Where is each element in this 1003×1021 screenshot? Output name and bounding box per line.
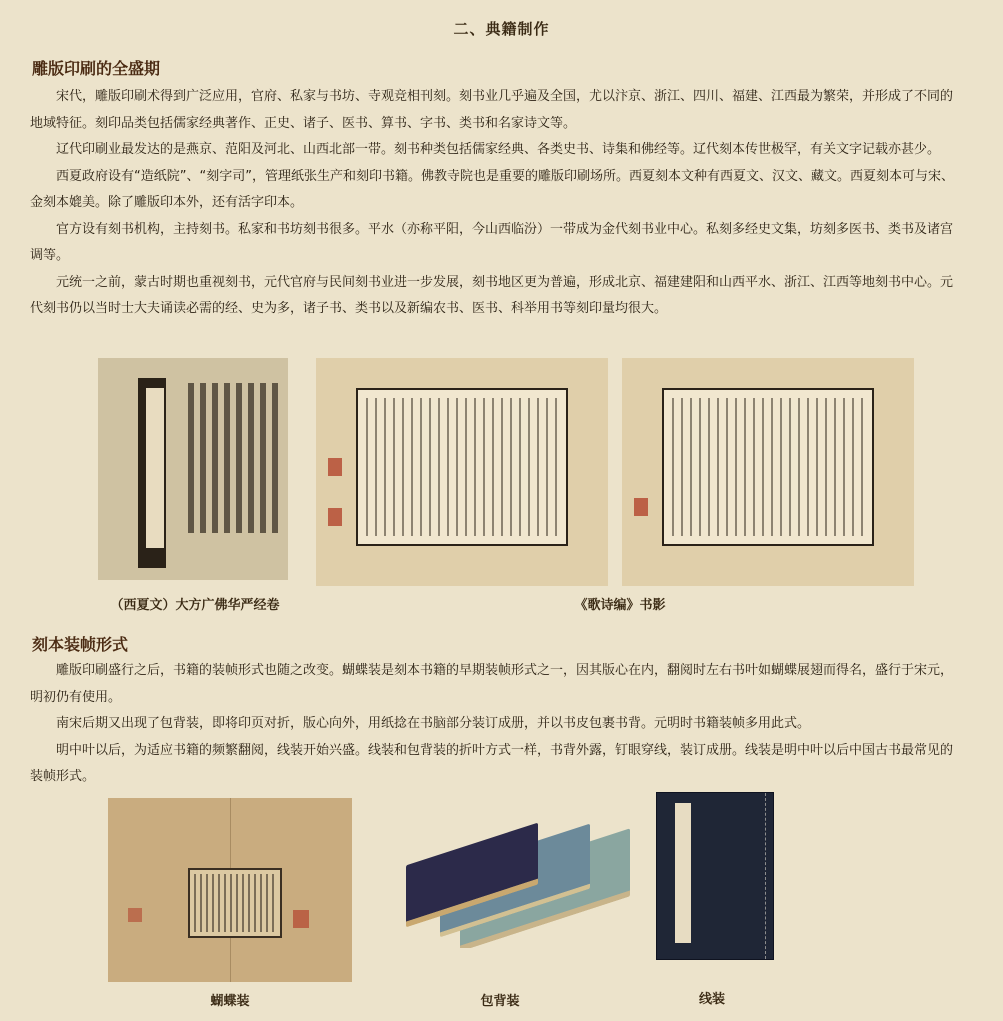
- poem-page-image-1: [316, 358, 608, 586]
- seal-stamp: [293, 910, 309, 928]
- seal-stamp: [328, 508, 342, 526]
- section-heading-woodblock: 雕版印刷的全盛期: [32, 59, 161, 78]
- seal-stamp: [634, 498, 648, 516]
- xixia-scroll-image: [98, 358, 288, 580]
- printed-block: [188, 868, 282, 938]
- caption-wrapback: 包背装: [480, 994, 520, 1009]
- text-columns: [366, 398, 558, 536]
- text-columns: [672, 398, 864, 536]
- paragraph: 明中叶以后，为适应书籍的频繁翻阅，线装开始兴盛。线装和包背装的折叶方式一样，书背外露，钉眼穿线，装订成册。线装是明中叶以后中国古书最常见的装帧形式。: [30, 742, 954, 784]
- printed-page: [662, 388, 874, 546]
- seal-stamp: [328, 458, 342, 476]
- book-stitching: [765, 793, 767, 959]
- caption-threadbound: 线装: [698, 992, 725, 1007]
- section-heading-binding: 刻本装帧形式: [32, 635, 129, 654]
- book-title-strip: [675, 803, 691, 943]
- paragraph: 雕版印刷盛行之后，书籍的装帧形式也随之改变。蝴蝶装是刻本书籍的早期装帧形式之一，因其版心在内，翻阅时左右书叶如蝴蝶展翅而得名，盛行于宋元，明初仍有使用。: [30, 663, 954, 705]
- printed-page: [356, 388, 568, 546]
- paragraph: 南宋后期又出现了包背装，即将印页对折，版心向外，用纸捻在书脑部分装订成册，并以书皮包裹书背。元明时书籍装帧多用此式。: [56, 716, 811, 731]
- caption-scroll: （西夏文）大方广佛华严经卷: [110, 598, 280, 613]
- section1-body: [30, 84, 960, 323]
- paragraph: 官方设有刻书机构，主持刻书。私家和书坊刻书很多。平水（亦称平阳，今山西临汾）一带成为金代刻书业中心。私刻多经史文集，坊刻多医书、类书及诸宫调等。: [30, 221, 954, 263]
- caption-butterfly: 蝴蝶装: [210, 994, 250, 1009]
- section2-body: [30, 658, 960, 791]
- paragraph: 元统一之前，蒙古时期也重视刻书，元代官府与民间刻书业进一步发展，刻书地区更为普遍，形成北京、福建建阳和山西平水、浙江、江西等地刻书中心。元代刻书仍以当时士大夫诵读必需的经、史为多，诸子书、类书以及新编农书、医书、科举用书等刻印量均很大。: [30, 274, 954, 316]
- thread-bound-book-image: [656, 792, 774, 960]
- poem-page-image-2: [622, 358, 914, 586]
- butterfly-binding-image: [108, 798, 352, 982]
- wrapped-back-binding-image: [400, 818, 634, 948]
- page-title: 二、典籍制作: [453, 20, 550, 38]
- paragraph: 辽代印刷业最发达的是燕京、范阳及河北、山西北部一带。刻书种类包括儒家经典、各类史书、诗集和佛经等。辽代刻本传世极罕，有关文字记载亦甚少。: [56, 142, 941, 157]
- seal-stamp: [128, 908, 142, 922]
- scroll-text-columns: [188, 383, 283, 533]
- caption-poems: 《歌诗编》书影: [574, 598, 666, 613]
- paragraph: 西夏政府设有“造纸院”、“刻字司”，管理纸张生产和刻印书籍。佛教寺院也是重要的雕版印刷场所。西夏刻本文种有西夏文、汉文、藏文。西夏刻本可与宋、金刻本媲美。除了雕版印本外，还有活字印本。: [30, 168, 954, 210]
- paragraph: 宋代，雕版印刷术得到广泛应用，官府、私家与书坊、寺观竞相刊刻。刻书业几乎遍及全国，尤以汴京、浙江、四川、福建、江西最为繁荣，并形成了不同的地域特征。刻印品类包括儒家经典著作、正史、诸子、医书、算书、字书、类书和名家诗文等。: [30, 89, 954, 131]
- scroll-title-label: [146, 388, 164, 548]
